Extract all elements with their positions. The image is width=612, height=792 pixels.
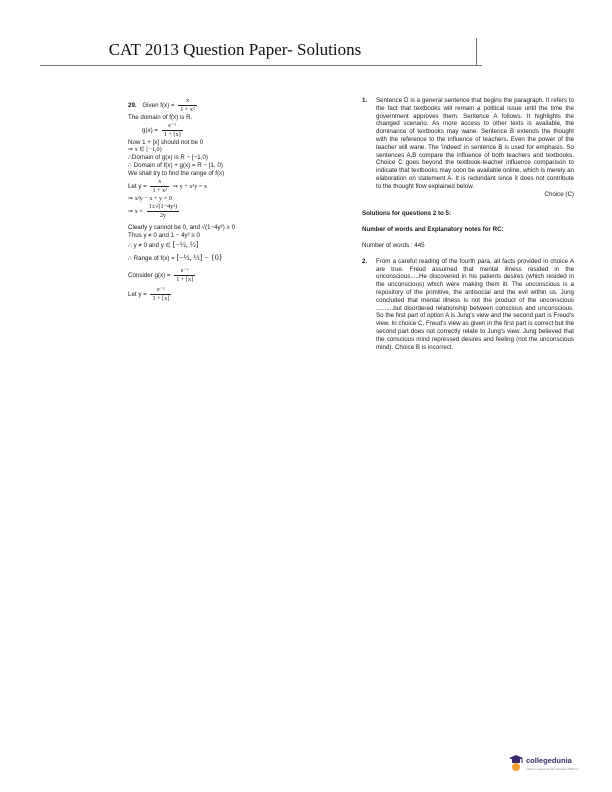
let-y2-denominator: 1 + [x]: [152, 294, 170, 302]
let-y-prefix: Let y =: [128, 183, 147, 191]
header-rule: [40, 65, 482, 66]
x-eq-prefix: ⇒ x =: [128, 207, 143, 215]
range-interval: [−½, ½] − {0}: [176, 253, 223, 263]
question-29-solution: [128, 97, 350, 303]
page-title: CAT 2013 Question Paper- Solutions: [108, 40, 362, 59]
graduate-cap-icon: [508, 754, 524, 772]
g-fraction: [162, 122, 183, 139]
right-column: [362, 97, 574, 351]
now-line: Now 1 + [x] should not be 0: [128, 138, 204, 146]
range-prefix: ∴ Range of f(x) =: [128, 255, 175, 263]
y-in-prefix: ∴ y ≠ 0 and y ∈: [128, 242, 171, 250]
question-1-solution: [362, 97, 574, 191]
x-solution-fraction: [147, 203, 180, 220]
clearly-line: Clearly y cannot be 0, and √(1−4y²) ≥ 0: [128, 223, 236, 231]
question-number: 29.: [128, 102, 137, 110]
consider-fraction: [174, 267, 195, 284]
word-count: Number of words : 445: [362, 241, 425, 249]
words-heading: Number of words and Explanatory notes for RC:: [362, 226, 504, 234]
thus-line: Thus y ≠ 0 and 1 − 4y² ≥ 0: [128, 231, 200, 239]
given-denominator: 1 + x²: [180, 105, 195, 113]
y-interval: [−½, ½]: [172, 240, 199, 250]
logo-text: collegedunia: [526, 756, 572, 765]
consider-numerator: e⁻ˣ: [180, 267, 189, 275]
header-divider-vertical: [476, 38, 477, 66]
question-number: 1.: [362, 97, 368, 104]
question-2-text: From a careful reading of the fourth para, all facts provided in choice A are true. Freud assumed that mental illness resided in the unconscious.....He discovered in his patients desires (which resided in the unconscious) which were making them ill. The unconscious is a repository of the primitive, the antisocial and the evil within us. Jung concluded that mental illness is not the product of the unconscious ..........but disordered relationship between conscious and unconscious. So the first part of option A is Jung's view and the second part is Freud's view. In choice C, Freud's view as given in the first part is correct but the second part does not correctly relate to Jung's view. Jung believed that the conscious mind repressed desires and feeling (not the unconscious mind). Choice B is incorrect.: [376, 257, 574, 351]
try-range-line: We shall try to find the range of f(x): [128, 170, 225, 178]
let-y2-numerator: e⁻ˣ: [157, 286, 165, 294]
domain-f-line: The domain of f(x) is R.: [128, 113, 193, 121]
g-numerator: e⁻ˣ: [168, 121, 177, 129]
quadratic-line: ⇒ x²y − x + y = 0: [128, 194, 172, 202]
question-1-text: Sentence D is a general sentence that begins the paragraph. It refers to the fact that textbooks will remain a political issue until the time the government approves them. Sentence A follows. It highlights the changed scenario. As more access to other texts is available, the dominance of textbooks may wane. Sentence B extends the thought with the reference to the influence of teachers. Even the power of the teacher will wane. The 'indeed' in sentence B is used for emphasis. So sentences A,B compare the influence of both teachers and textbooks. Choice C goes beyond the textbook-teacher influence comparison to indicate that textbooks may soon be available online, which is merely an elaboration on statement A. It is redundant since it does not contribute to the thought flow explained below.: [376, 97, 574, 190]
let-y2-prefix: Let y =: [128, 291, 147, 299]
let-y-denominator: 1 + x²: [152, 186, 168, 194]
solutions-heading: Solutions for questions 2 to 5:: [362, 210, 452, 218]
x-in-line: ⇒ x ∈ [−1,0): [128, 146, 162, 154]
g-denominator: 1 + [x]: [163, 130, 181, 138]
x-solution-numerator: 1±√(1−4y²): [148, 202, 178, 210]
given-numerator: x: [186, 97, 190, 104]
domain-sum-line: ∴ Domain of f(x) + g(x) = R − [1, 0): [128, 162, 223, 170]
logo-tagline: India's Largest Student Review Platform: [526, 767, 580, 771]
given-fraction: [178, 97, 197, 114]
question-1-choice: Choice (C): [544, 190, 574, 198]
g-prefix: g(x) =: [142, 126, 158, 134]
let-y-fraction: [150, 178, 169, 195]
question-2-solution: [362, 258, 574, 352]
consider-denominator: 1 + [x]: [176, 276, 194, 284]
let-y2-fraction: [150, 286, 171, 303]
x-solution-denominator: 2y: [147, 211, 180, 220]
collegedunia-logo: [508, 754, 598, 778]
let-y-numerator: x: [158, 178, 162, 186]
domain-g-line: ∴Domain of g(x) is R − [−1,0): [128, 154, 208, 162]
consider-prefix: Consider g(x) =: [128, 272, 171, 280]
let-y-result: ⇒ y + x²y = x: [172, 183, 207, 191]
given-prefix: Given f(x) =: [142, 102, 175, 110]
question-number: 2.: [362, 257, 368, 265]
